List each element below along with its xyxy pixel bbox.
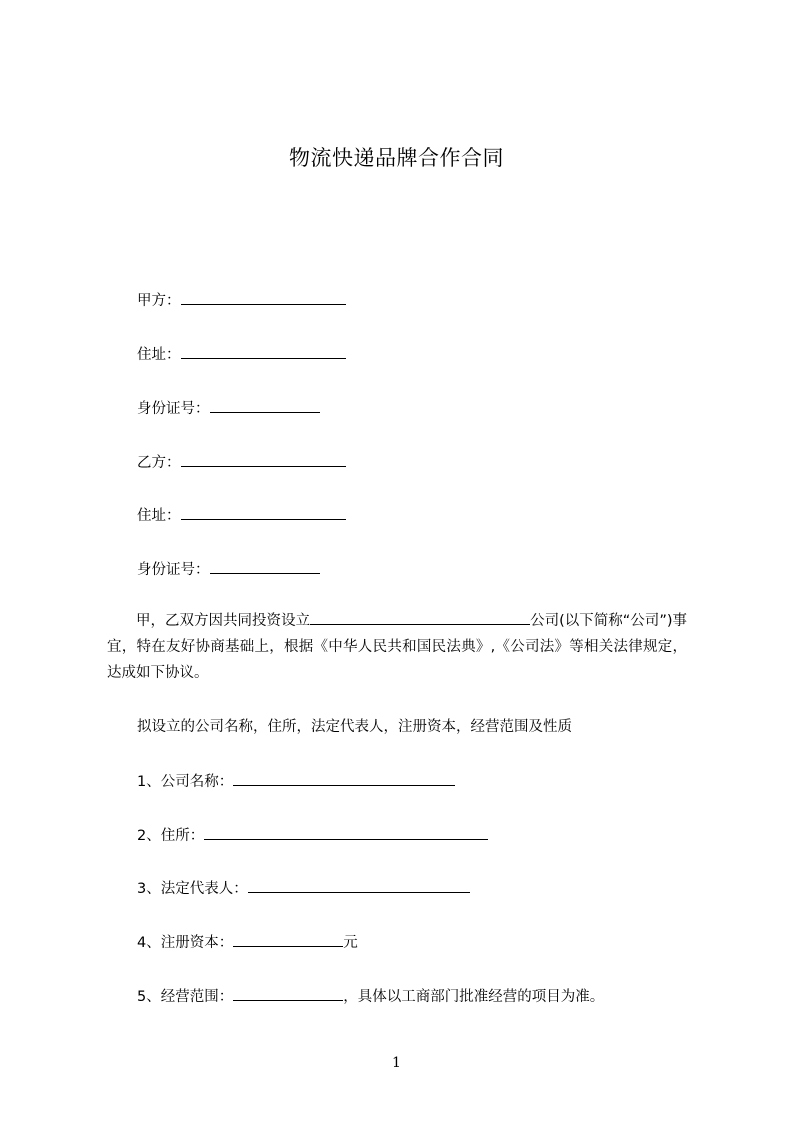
item-business-scope — [137, 986, 604, 1007]
party-b-address-blank — [181, 505, 346, 520]
item4-suffix: 元 — [343, 935, 358, 951]
item1-blank — [233, 771, 455, 786]
intro-text-part2: 公司(以下简称“公司”)事宜，特在友好协商基础上，根据《中华人民共和国民法典》,《公司法》等相关法律规定，达成如下协议。 — [107, 613, 687, 681]
item1-label: 1、公司名称： — [137, 774, 234, 790]
party-a-label: 甲方： — [137, 293, 181, 309]
party-a-id-blank — [210, 398, 320, 413]
item-registered-capital — [137, 932, 358, 953]
item5-blank — [233, 986, 343, 1001]
party-a-field — [137, 290, 346, 311]
party-b-blank — [181, 452, 346, 467]
item-address — [137, 825, 488, 846]
party-b-id-blank — [210, 559, 320, 574]
party-a-id-field — [137, 398, 320, 419]
item5-label: 5、经营范围： — [137, 989, 234, 1005]
item3-label: 3、法定代表人： — [137, 881, 248, 897]
party-b-address-field — [137, 505, 346, 526]
item4-blank — [233, 932, 343, 947]
intro-text-part1: 甲，乙双方因共同投资设立 — [136, 613, 311, 629]
page-number: 1 — [392, 1055, 401, 1071]
item5-suffix: ，具体以工商部门批准经营的项目为准。 — [343, 989, 605, 1005]
item-legal-representative — [137, 878, 470, 899]
party-b-id-field — [137, 559, 320, 580]
intro-paragraph — [107, 608, 687, 686]
item-company-name — [137, 771, 455, 792]
party-b-address-label: 住址： — [137, 508, 181, 524]
item2-blank — [204, 825, 488, 840]
party-a-blank — [181, 290, 346, 305]
party-a-address-field — [137, 344, 346, 365]
party-a-id-label: 身份证号： — [137, 401, 210, 417]
party-b-label: 乙方： — [137, 455, 181, 471]
item2-label: 2、住所： — [137, 828, 205, 844]
item4-label: 4、注册资本： — [137, 935, 234, 951]
company-name-blank — [310, 610, 530, 625]
party-b-id-label: 身份证号： — [137, 562, 210, 578]
party-a-address-label: 住址： — [137, 347, 181, 363]
section-heading: 拟设立的公司名称，住所，法定代表人，注册资本，经营范围及性质 — [137, 719, 572, 735]
document-title: 物流快递品牌合作合同 — [289, 146, 504, 170]
item3-blank — [248, 878, 470, 893]
party-a-address-blank — [181, 344, 346, 359]
party-b-field — [137, 452, 346, 473]
